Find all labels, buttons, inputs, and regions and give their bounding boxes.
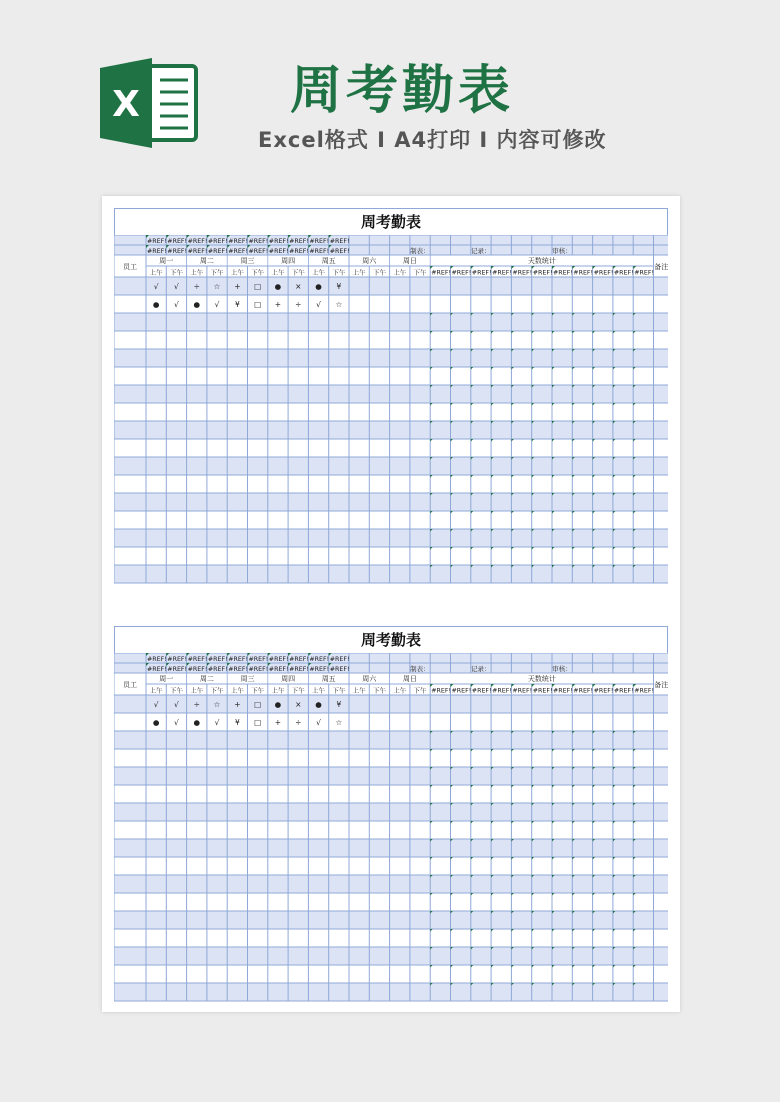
page-subtitle: Excel格式 I A4打印 I 内容可修改 [258, 128, 607, 152]
ref-error-cell: #REF! [593, 269, 614, 277]
morning-header: 上午 [230, 268, 244, 277]
afternoon-header: 下午 [169, 268, 183, 277]
day-header: 周五 [321, 257, 336, 265]
ref-error-cell: #REF! [329, 666, 350, 673]
ref-error-cell: #REF! [471, 269, 492, 277]
stats-header: 天数统计 [527, 675, 556, 683]
ref-error-cell: #REF! [492, 687, 512, 695]
ref-error-cell: #REF! [147, 238, 167, 245]
legend-symbol: □ [254, 718, 262, 727]
sheet-title: 周考勤表 [114, 626, 668, 654]
ref-error-cell: #REF! [147, 656, 167, 663]
ref-error-cell: #REF! [309, 238, 330, 245]
ref-error-cell: #REF! [248, 666, 269, 673]
row-band [114, 803, 668, 821]
legend-symbol: √ [214, 718, 220, 727]
legend-symbol: √ [174, 718, 179, 727]
day-header: 周二 [199, 257, 214, 265]
morning-header: 上午 [271, 268, 285, 277]
row-band [114, 313, 668, 331]
morning-header: 上午 [352, 268, 366, 277]
afternoon-header: 下午 [332, 268, 346, 277]
maker-label: 制表： [410, 247, 430, 255]
afternoon-header: 下午 [372, 268, 386, 277]
ref-error-cell: #REF! [329, 656, 350, 663]
ref-error-cell: #REF! [451, 269, 472, 277]
ref-error-cell: #REF! [207, 248, 228, 255]
ref-error-cell: #REF! [228, 656, 248, 663]
row-band [114, 965, 668, 983]
afternoon-header: 下午 [332, 686, 346, 695]
legend-symbol: ¥ [336, 282, 342, 291]
ref-error-cell: #REF! [207, 656, 228, 663]
day-header: 周三 [240, 257, 255, 265]
legend-symbol: ÷ [295, 300, 302, 309]
ref-error-cell: #REF! [573, 687, 594, 695]
recorder-label: 记录： [471, 665, 491, 673]
day-header: 周六 [362, 257, 377, 265]
employee-column-header: 员工 [123, 263, 137, 271]
row-band [114, 565, 668, 583]
row-band [114, 911, 668, 929]
legend-symbol: ● [152, 300, 160, 309]
row-band [114, 767, 668, 785]
legend-symbol: √ [153, 700, 159, 709]
ref-error-cell: #REF! [228, 238, 248, 245]
legend-symbol: √ [174, 700, 179, 709]
ref-error-cell: #REF! [309, 666, 330, 673]
ref-error-cell: #REF! [289, 656, 309, 663]
legend-symbol: □ [254, 282, 262, 291]
ref-error-cell: #REF! [289, 248, 309, 255]
ref-error-cell: #REF! [532, 269, 553, 277]
morning-header: 上午 [352, 686, 366, 695]
row-band [114, 331, 668, 349]
ref-error-cell: #REF! [268, 656, 289, 663]
ref-error-cell: #REF! [268, 666, 289, 673]
row-band [114, 947, 668, 965]
legend-symbol: ¥ [336, 700, 342, 709]
morning-header: 上午 [190, 686, 204, 695]
legend-symbol: ● [152, 718, 160, 727]
row-band [114, 403, 668, 421]
ref-error-cell: #REF! [207, 238, 228, 245]
page-title: 周考勤表 [290, 61, 515, 121]
ref-error-cell: #REF! [532, 687, 553, 695]
day-header: 周一 [159, 257, 174, 265]
morning-header: 上午 [271, 686, 285, 695]
excel-logo-icon [100, 58, 198, 148]
row-band [114, 875, 668, 893]
row-band [114, 439, 668, 457]
morning-header: 上午 [149, 686, 163, 695]
legend-symbol: ÷ [193, 700, 200, 709]
legend-symbol: + [234, 700, 241, 709]
ref-error-cell: #REF! [634, 687, 654, 695]
day-header: 周四 [281, 257, 296, 265]
afternoon-header: 下午 [291, 686, 305, 695]
attendance-sheet [114, 208, 668, 584]
morning-header: 上午 [393, 268, 407, 277]
legend-symbol: ● [193, 718, 201, 727]
day-header: 周六 [362, 675, 377, 683]
morning-header: 上午 [190, 268, 204, 277]
ref-error-cell: #REF! [289, 238, 309, 245]
stats-header: 天数统计 [527, 257, 556, 265]
legend-symbol: √ [316, 300, 321, 309]
day-header: 周三 [240, 675, 255, 683]
row-band [114, 821, 668, 839]
ref-error-cell: #REF! [431, 269, 451, 277]
row-band [114, 349, 668, 367]
ref-error-cell: #REF! [451, 687, 472, 695]
legend-symbol: ÷ [193, 282, 200, 291]
legend-symbol: ● [193, 300, 201, 309]
ref-error-cell: #REF! [573, 269, 594, 277]
legend-symbol: ¥ [234, 300, 240, 309]
ref-error-cell: #REF! [167, 656, 188, 663]
sheet-title: 周考勤表 [114, 208, 668, 236]
ref-error-cell: #REF! [634, 269, 654, 277]
legend-symbol: ● [315, 282, 322, 291]
row-band [114, 785, 668, 803]
row-band [114, 857, 668, 875]
paper [102, 196, 680, 1012]
row-band [114, 547, 668, 565]
employee-column-header: 员工 [123, 681, 137, 689]
reviewer-label: 审核： [552, 665, 572, 673]
ref-error-cell: #REF! [187, 656, 208, 663]
row-band [114, 983, 668, 1001]
legend-symbol: √ [153, 282, 159, 291]
legend-symbol: √ [214, 300, 220, 309]
ref-error-cell: #REF! [613, 269, 634, 277]
legend-symbol: √ [174, 300, 179, 309]
ref-error-cell: #REF! [268, 248, 289, 255]
ref-error-cell: #REF! [471, 687, 492, 695]
row-band [114, 749, 668, 767]
legend-symbol: □ [254, 300, 262, 309]
ref-error-cell: #REF! [207, 666, 228, 673]
reviewer-label: 审核： [552, 247, 572, 255]
afternoon-header: 下午 [413, 268, 427, 277]
ref-error-cell: #REF! [553, 269, 573, 277]
ref-error-cell: #REF! [329, 248, 350, 255]
ref-error-cell: #REF! [492, 269, 512, 277]
ref-error-cell: #REF! [187, 248, 208, 255]
ref-error-cell: #REF! [167, 666, 188, 673]
ref-error-cell: #REF! [167, 238, 188, 245]
ref-error-cell: #REF! [329, 238, 350, 245]
ref-error-cell: #REF! [228, 666, 248, 673]
row-band [114, 929, 668, 947]
afternoon-header: 下午 [372, 686, 386, 695]
legend-symbol: √ [316, 718, 321, 727]
legend-symbol: ÷ [295, 718, 302, 727]
recorder-label: 记录： [471, 247, 491, 255]
morning-header: 上午 [393, 686, 407, 695]
ref-error-cell: #REF! [187, 666, 208, 673]
ref-error-cell: #REF! [268, 238, 289, 245]
legend-symbol: √ [174, 282, 179, 291]
afternoon-header: 下午 [251, 268, 265, 277]
day-header: 周五 [321, 675, 336, 683]
legend-symbol: ¥ [234, 718, 240, 727]
logo-letter: X [112, 84, 140, 125]
ref-error-cell: #REF! [248, 238, 269, 245]
morning-header: 上午 [312, 686, 326, 695]
row-band [114, 731, 668, 749]
legend-symbol: × [295, 282, 302, 291]
morning-header: 上午 [312, 268, 326, 277]
remarks-column-header: 备注 [654, 681, 668, 689]
ref-error-cell: #REF! [512, 687, 533, 695]
maker-label: 制表： [410, 665, 430, 673]
row-band [114, 475, 668, 493]
attendance-grid [114, 653, 668, 1002]
remarks-column-header: 备注 [654, 263, 668, 271]
ref-error-cell: #REF! [593, 687, 614, 695]
ref-error-cell: #REF! [187, 238, 208, 245]
row-band [114, 421, 668, 439]
ref-error-cell: #REF! [248, 656, 269, 663]
afternoon-header: 下午 [210, 686, 224, 695]
day-header: 周日 [402, 257, 417, 265]
ref-error-cell: #REF! [309, 656, 330, 663]
afternoon-header: 下午 [413, 686, 427, 695]
legend-symbol: + [274, 300, 282, 309]
day-header: 周日 [402, 675, 417, 683]
legend-symbol: + [274, 718, 282, 727]
legend-symbol: ☆ [335, 300, 343, 309]
attendance-sheet [114, 626, 668, 1002]
attendance-grid [114, 235, 668, 584]
day-header: 周二 [199, 675, 214, 683]
row-band [114, 493, 668, 511]
afternoon-header: 下午 [291, 268, 305, 277]
ref-error-cell: #REF! [553, 687, 573, 695]
row-band [114, 457, 668, 475]
legend-symbol: + [234, 282, 241, 291]
ref-error-cell: #REF! [228, 248, 248, 255]
morning-header: 上午 [149, 268, 163, 277]
ref-error-cell: #REF! [147, 666, 167, 673]
legend-symbol: ● [315, 700, 322, 709]
row-band [114, 367, 668, 385]
row-band [114, 529, 668, 547]
row-band [114, 893, 668, 911]
morning-header: 上午 [230, 686, 244, 695]
row-band [114, 385, 668, 403]
ref-error-cell: #REF! [289, 666, 309, 673]
ref-error-cell: #REF! [147, 248, 167, 255]
day-header: 周一 [159, 675, 174, 683]
afternoon-header: 下午 [169, 686, 183, 695]
legend-symbol: ☆ [213, 282, 221, 291]
row-band [114, 511, 668, 529]
ref-error-cell: #REF! [431, 687, 451, 695]
ref-error-cell: #REF! [613, 687, 634, 695]
row-band [114, 839, 668, 857]
ref-error-cell: #REF! [248, 248, 269, 255]
header [0, 0, 780, 190]
afternoon-header: 下午 [210, 268, 224, 277]
legend-symbol: ☆ [213, 700, 221, 709]
legend-symbol: □ [254, 700, 262, 709]
ref-error-cell: #REF! [512, 269, 533, 277]
afternoon-header: 下午 [251, 686, 265, 695]
legend-symbol: ● [274, 700, 282, 709]
ref-error-cell: #REF! [309, 248, 330, 255]
legend-symbol: × [295, 700, 302, 709]
legend-symbol: ☆ [335, 718, 343, 727]
legend-symbol: ● [274, 282, 282, 291]
day-header: 周四 [281, 675, 296, 683]
ref-error-cell: #REF! [167, 248, 188, 255]
